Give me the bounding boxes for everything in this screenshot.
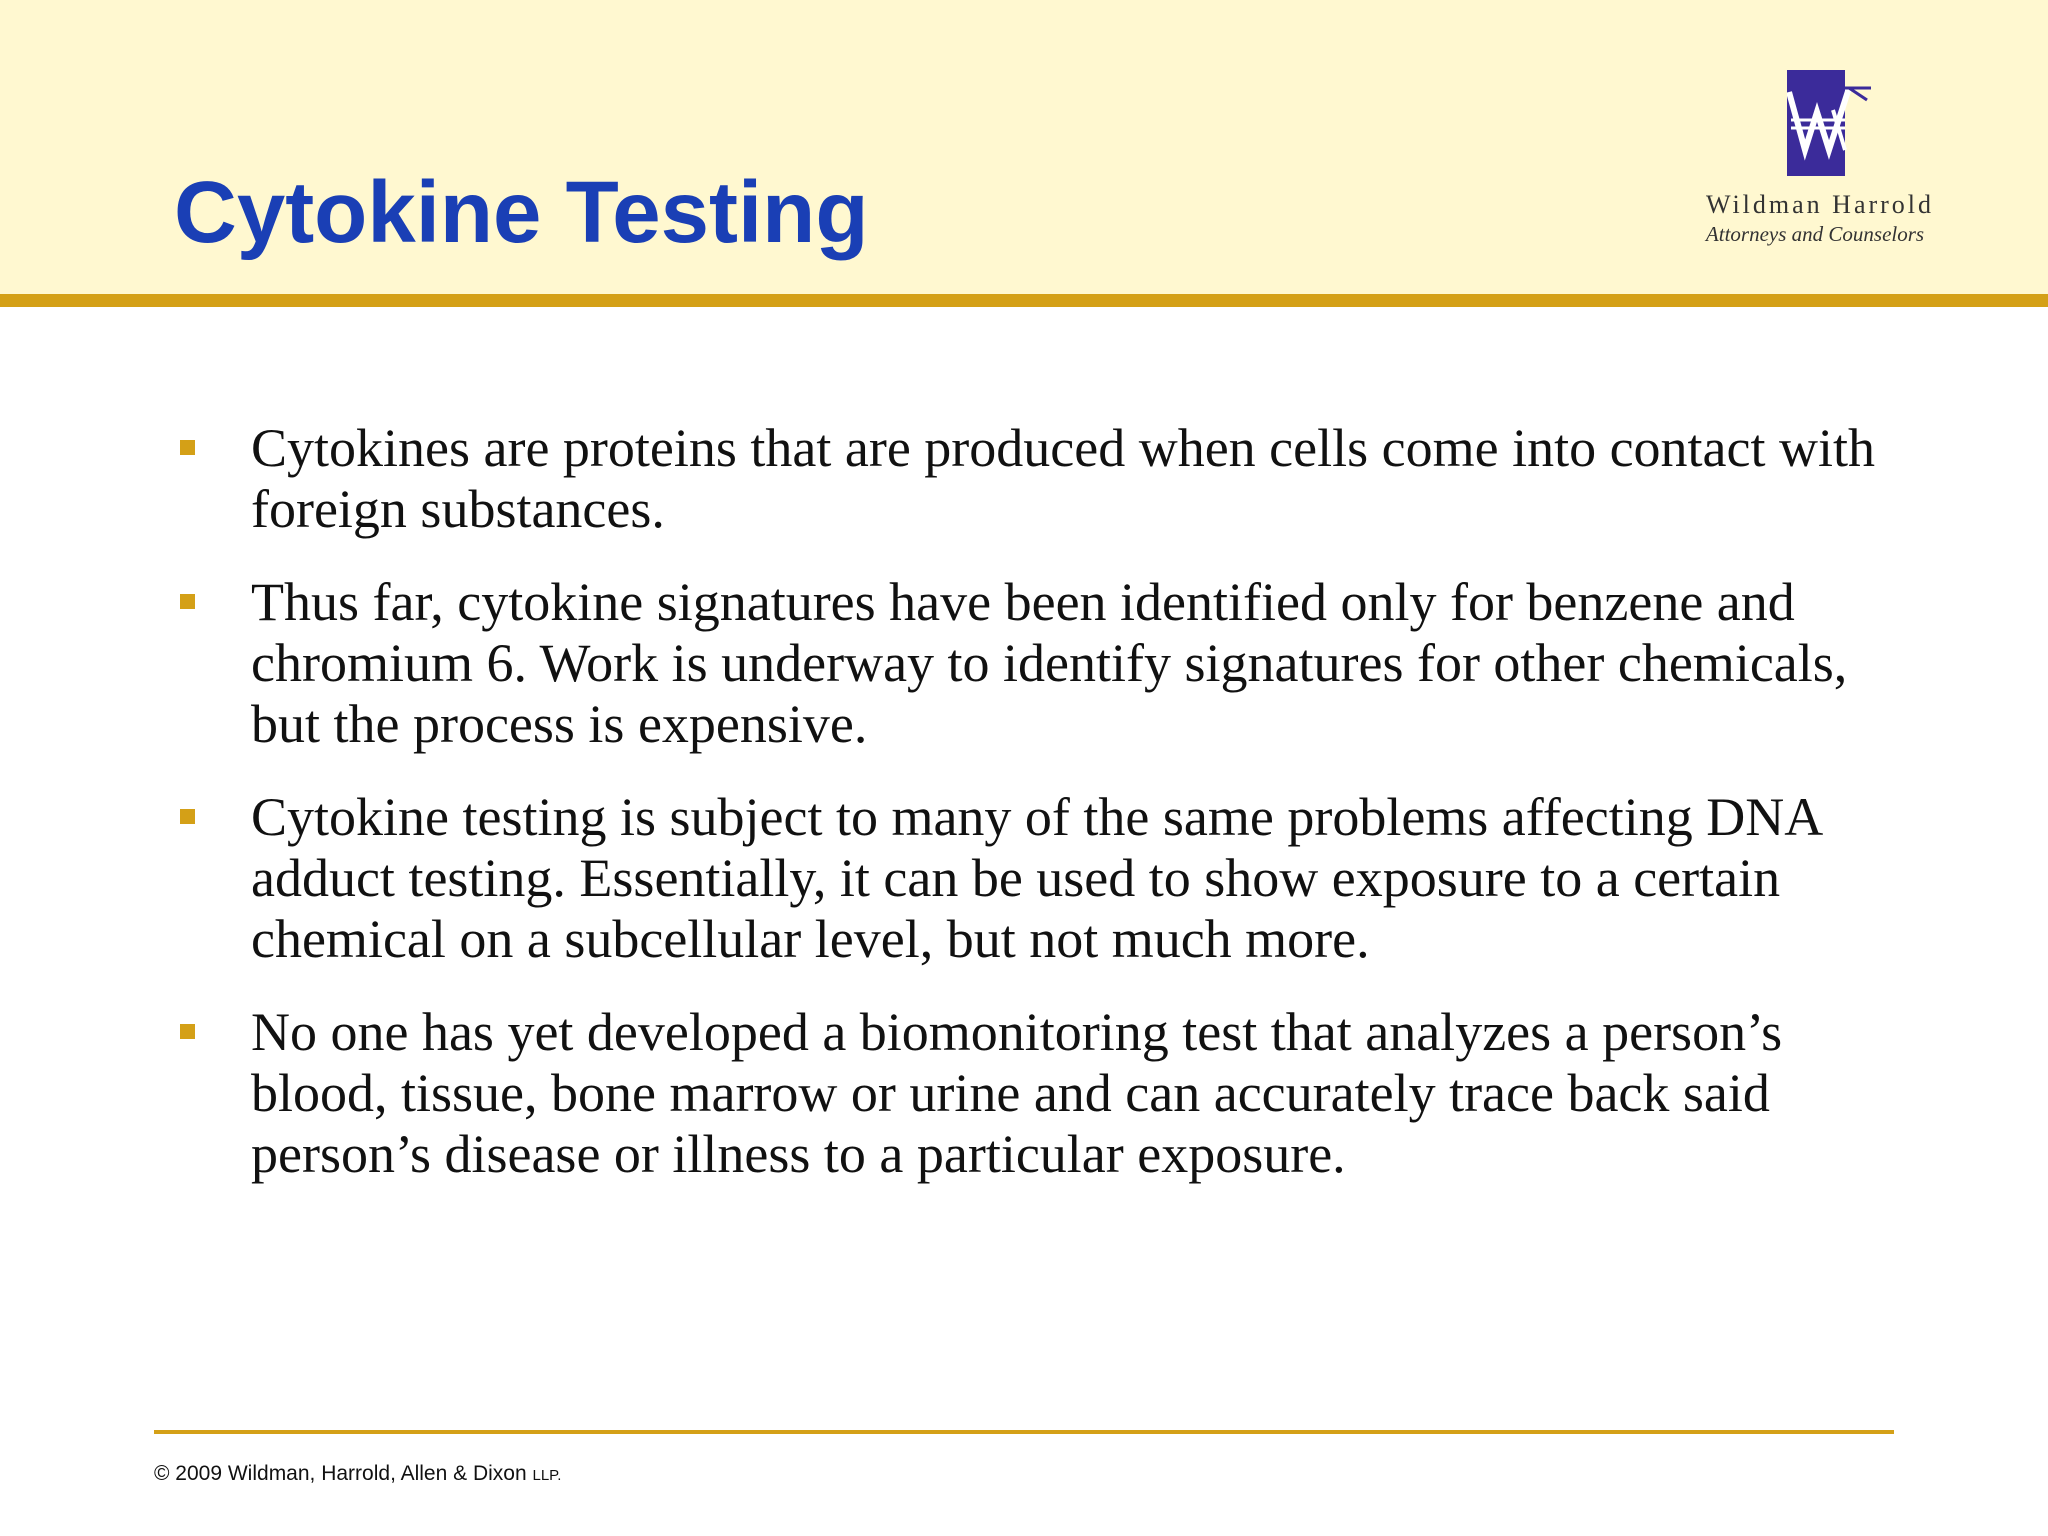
bullet-item	[174, 1002, 1894, 1185]
footer-copyright	[154, 1462, 561, 1486]
footer-divider	[154, 1430, 1894, 1434]
copyright-text: © 2009 Wildman, Harrold, Allen & Dixon	[154, 1462, 527, 1485]
copyright-suffix: LLP.	[532, 1467, 562, 1484]
square-bullet-icon	[180, 809, 195, 824]
firm-name: Wildman Harrold	[1705, 190, 1935, 219]
firm-logo	[1680, 70, 1960, 250]
bullet-text: Thus far, cytokine signatures have been identified only for benzene and chromium 6. Work is underway to identify signatures for other chemicals, but the process is expensive.	[251, 572, 1848, 754]
slide-title: Cytokine Testing	[174, 164, 869, 261]
slide-header	[0, 0, 2048, 294]
header-divider	[0, 294, 2048, 307]
bullet-item	[174, 787, 1894, 970]
bullet-item	[174, 572, 1894, 755]
square-bullet-icon	[180, 594, 195, 609]
square-bullet-icon	[180, 1024, 195, 1039]
bullet-text: No one has yet developed a biomonitoring test that analyzes a person’s blood, tissue, bone marrow or urine and can accurately trace back said person’s disease or illness to a particular exposure.	[251, 1002, 1783, 1184]
bullet-text: Cytokines are proteins that are produced when cells come into contact with foreign substances.	[251, 418, 1875, 539]
wh-logo-mark-icon	[1787, 70, 1873, 176]
bullet-item	[174, 418, 1894, 540]
bullet-list	[174, 418, 1894, 1217]
square-bullet-icon	[180, 440, 195, 455]
bullet-text: Cytokine testing is subject to many of the same problems affecting DNA adduct testing. Essentially, it can be used to show exposure to a certain chemical on a subcellular level, but not much more.	[251, 787, 1821, 969]
firm-tagline: Attorneys and Counselors	[1705, 222, 1925, 246]
